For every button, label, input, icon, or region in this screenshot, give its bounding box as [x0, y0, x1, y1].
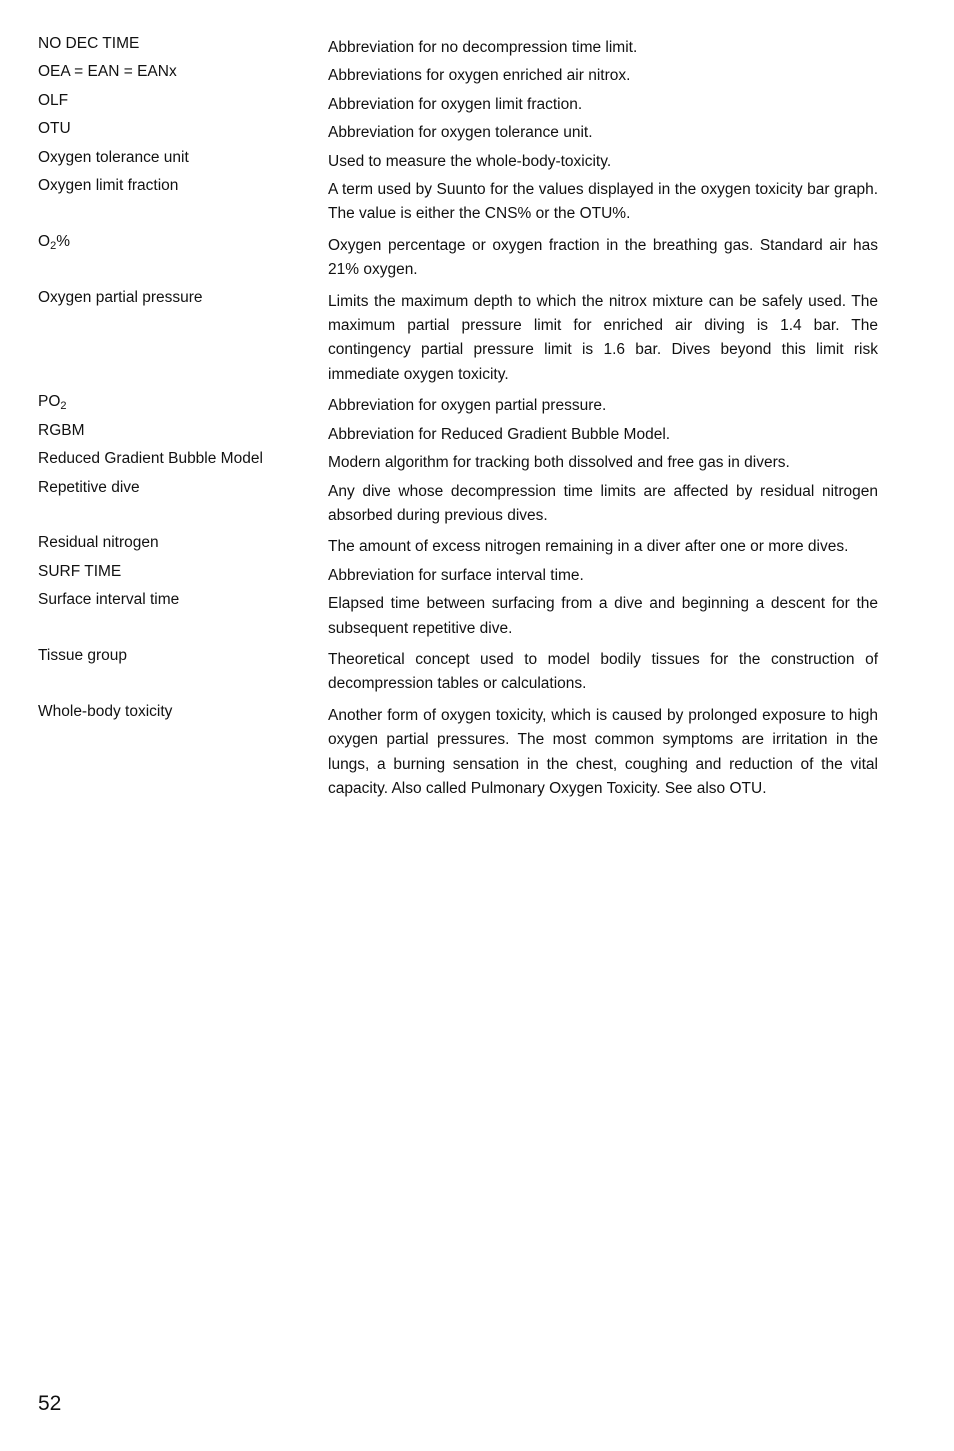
- glossary-entry: [38, 588, 878, 641]
- glossary-definition: Theoretical concept used to model bodily tissues for the construction of decompression tables or calculations.: [328, 650, 878, 693]
- glossary-term: NO DEC TIME: [38, 35, 140, 52]
- glossary-entry: [38, 89, 878, 117]
- glossary-entry: [38, 230, 878, 283]
- term-subscript: 2: [50, 239, 57, 252]
- glossary-term: OEA = EAN = EANx: [38, 63, 177, 81]
- glossary-entry: [38, 117, 878, 145]
- term-main: O: [38, 232, 51, 250]
- glossary-entry: [38, 447, 878, 475]
- glossary-term: OLF: [38, 91, 69, 109]
- glossary-definition: Abbreviation for oxygen limit fraction.: [328, 95, 583, 113]
- glossary-definition: The amount of excess nitrogen remaining in a diver after one or more dives.: [328, 538, 849, 556]
- page-number: 52: [38, 1392, 62, 1415]
- glossary-entry: [38, 531, 878, 559]
- glossary-term: Residual nitrogen: [38, 534, 159, 552]
- glossary-definition: Modern algorithm for tracking both dissolved and free gas in divers.: [328, 454, 790, 472]
- glossary-definition: Limits the maximum depth to which the nitrox mixture can be safely used. The maximum partial pressure limit for enriched air diving is 1.4 bar. The contingency partial pressure limit is 1.6 bar. Dives beyond this limit risk immediate oxygen toxicity.: [328, 292, 878, 383]
- glossary-entry: [38, 174, 878, 227]
- glossary-term: Repetitive dive: [38, 478, 140, 496]
- glossary-entry: [38, 700, 878, 802]
- glossary-definition: Abbreviation for no decompression time limit.: [328, 39, 638, 56]
- glossary-entry: [38, 476, 878, 529]
- glossary-entry: [38, 60, 878, 88]
- glossary-term: Surface interval time: [38, 591, 180, 609]
- glossary-term: [38, 390, 328, 414]
- glossary-term: RGBM: [38, 421, 85, 439]
- glossary-term: Oxygen limit fraction: [38, 177, 179, 195]
- glossary-definition: Abbreviation for oxygen tolerance unit.: [328, 124, 593, 142]
- glossary-definition: Oxygen percentage or oxygen fraction in the breathing gas. Standard air has 21% oxygen.: [328, 236, 878, 279]
- glossary-definition: Abbreviation for Reduced Gradient Bubble Model.: [328, 425, 671, 443]
- glossary-term: [38, 230, 328, 254]
- glossary-entry: [38, 560, 878, 588]
- glossary-term: Tissue group: [38, 646, 128, 664]
- glossary-definition: A term used by Suunto for the values displayed in the oxygen toxicity bar graph. The value is either the CNS% or the OTU%.: [328, 181, 878, 223]
- glossary-entry: [38, 146, 878, 174]
- glossary-term: Whole-body toxicity: [38, 702, 173, 720]
- glossary-term: Oxygen partial pressure: [38, 288, 203, 306]
- term-main: PO: [38, 393, 61, 411]
- glossary-list: [38, 32, 878, 801]
- glossary-term: Reduced Gradient Bubble Model: [38, 450, 263, 468]
- glossary-entry: [38, 390, 878, 418]
- term-subscript: 2: [60, 400, 67, 413]
- glossary-definition: Abbreviations for oxygen enriched air nitrox.: [328, 67, 631, 85]
- glossary-definition: Abbreviation for oxygen partial pressure.: [328, 397, 607, 415]
- glossary-term: Oxygen tolerance unit: [38, 148, 189, 166]
- glossary-entry: [38, 32, 878, 60]
- glossary-entry: [38, 644, 878, 697]
- glossary-definition: Another form of oxygen toxicity, which is caused by prolonged exposure to high oxygen partial pressures. The most common symptoms are irritation in the lungs, a burning sensation in the chest, coughing and reduction of the vital capacity. Also called Pulmonary Oxygen Toxicity. See also OTU.: [328, 706, 878, 797]
- glossary-definition: Elapsed time between surfacing from a dive and beginning a descent for the subsequent repetitive dive.: [328, 595, 878, 637]
- glossary-entry: [38, 286, 878, 388]
- glossary-definition: Any dive whose decompression time limits are affected by residual nitrogen absorbed during previous dives.: [328, 482, 878, 524]
- glossary-term: OTU: [38, 120, 71, 138]
- glossary-definition: Abbreviation for surface interval time.: [328, 566, 584, 584]
- term-tail: %: [56, 232, 70, 250]
- glossary-term: SURF TIME: [38, 562, 122, 580]
- glossary-definition: Used to measure the whole-body-toxicity.: [328, 152, 612, 170]
- glossary-entry: [38, 419, 878, 447]
